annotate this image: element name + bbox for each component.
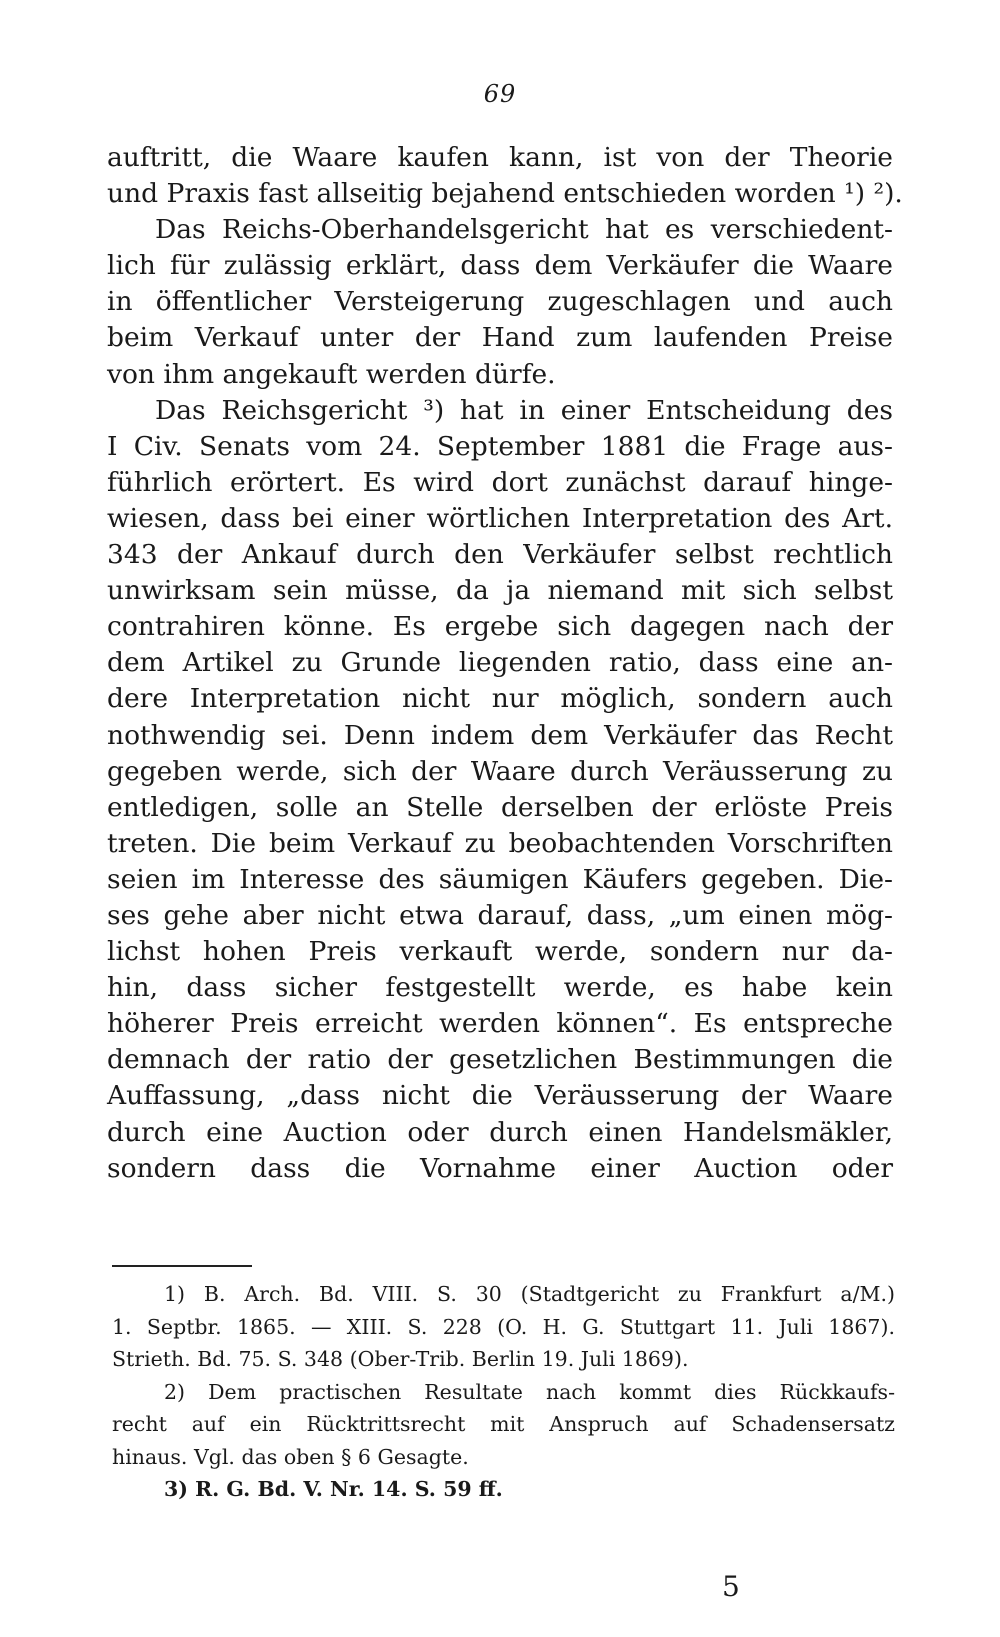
body-line: lich für zulässig erklärt, dass dem Verkäufer die Waare xyxy=(107,250,893,282)
page-number: 69 xyxy=(483,80,517,108)
body-line: und Praxis fast allseitig bejahend entschieden worden ¹) ²). xyxy=(107,178,903,210)
body-line: treten. Die beim Verkauf zu beobachtenden Vorschriften xyxy=(107,827,893,859)
body-line: Das Reichs-Oberhandelsgericht hat es verschiedent- xyxy=(155,214,893,246)
body-line: Auffassung, „dass nicht die Veräusserung der Waare xyxy=(107,1080,893,1112)
signature-mark: 5 xyxy=(722,1570,740,1603)
body-line: dere Interpretation nicht nur möglich, sondern auch xyxy=(107,683,893,715)
body-line: dem Artikel zu Grunde liegenden ratio, dass eine an- xyxy=(107,647,893,679)
footnote-line: recht auf ein Rücktrittsrecht mit Anspruch auf Schadensersatz xyxy=(112,1412,895,1436)
body-line: Das Reichsgericht ³) hat in einer Entscheidung des xyxy=(155,394,893,426)
body-line: entledigen, solle an Stelle derselben der erlöste Preis xyxy=(107,791,893,823)
body-line: in öffentlicher Versteigerung zugeschlagen und auch xyxy=(107,286,893,318)
body-text xyxy=(107,140,903,1187)
footnote-line: 1. Septbr. 1865. — XIII. S. 228 (O. H. G. Stuttgart 11. Juli 1867). xyxy=(112,1314,895,1339)
footnote-divider xyxy=(112,1265,252,1267)
body-line: I Civ. Senats vom 24. September 1881 die Frage aus- xyxy=(107,430,893,462)
body-line: lichst hohen Preis verkauft werde, sondern nur da- xyxy=(107,936,893,968)
body-line: ses gehe aber nicht etwa darauf, dass, „um einen mög- xyxy=(107,899,893,931)
body-line: 343 der Ankauf durch den Verkäufer selbst rechtlich xyxy=(107,539,893,571)
body-line: nothwendig sei. Denn indem dem Verkäufer das Recht xyxy=(107,719,893,751)
body-line: beim Verkauf unter der Hand zum laufenden Preise xyxy=(107,322,893,354)
body-line: contrahiren könne. Es ergebe sich dagegen nach der xyxy=(107,611,893,643)
body-line: höherer Preis erreicht werden können“. Es entspreche xyxy=(107,1008,893,1040)
body-line: sondern dass die Vornahme einer Auction oder xyxy=(107,1152,893,1184)
body-line: führlich erörtert. Es wird dort zunächst darauf hinge- xyxy=(107,466,893,498)
footnote-line: hinaus. Vgl. das oben § 6 Gesagte. xyxy=(112,1444,469,1469)
footnote-line: 2) Dem practischen Resultate nach kommt dies Rückkaufs- xyxy=(164,1379,895,1404)
body-line: gegeben werde, sich der Waare durch Veräusserung zu xyxy=(107,755,893,787)
body-line: von ihm angekauft werden dürfe. xyxy=(107,358,556,390)
body-line: hin, dass sicher festgestellt werde, es habe kein xyxy=(107,972,893,1004)
body-line: auftritt, die Waare kaufen kann, ist von der Theorie xyxy=(107,142,893,173)
footnote-line: 1) B. Arch. Bd. VIII. S. 30 (Stadtgericht zu Frankfurt a/M.) xyxy=(164,1282,895,1306)
footnote-line: Strieth. Bd. 75. S. 348 (Ober-Trib. Berlin 19. Juli 1869). xyxy=(112,1347,689,1371)
body-line: demnach der ratio der gesetzlichen Bestimmungen die xyxy=(107,1044,893,1076)
footnotes xyxy=(112,1278,895,1506)
footnote-line: 3) R. G. Bd. V. Nr. 14. S. 59 ff. xyxy=(164,1477,503,1501)
body-line: durch eine Auction oder durch einen Handelsmäkler, xyxy=(107,1116,893,1148)
body-line: seien im Interesse des säumigen Käufers gegeben. Die- xyxy=(107,863,893,895)
body-line: wiesen, dass bei einer wörtlichen Interpretation des Art. xyxy=(107,502,893,534)
body-line: unwirksam sein müsse, da ja niemand mit sich selbst xyxy=(107,575,893,607)
